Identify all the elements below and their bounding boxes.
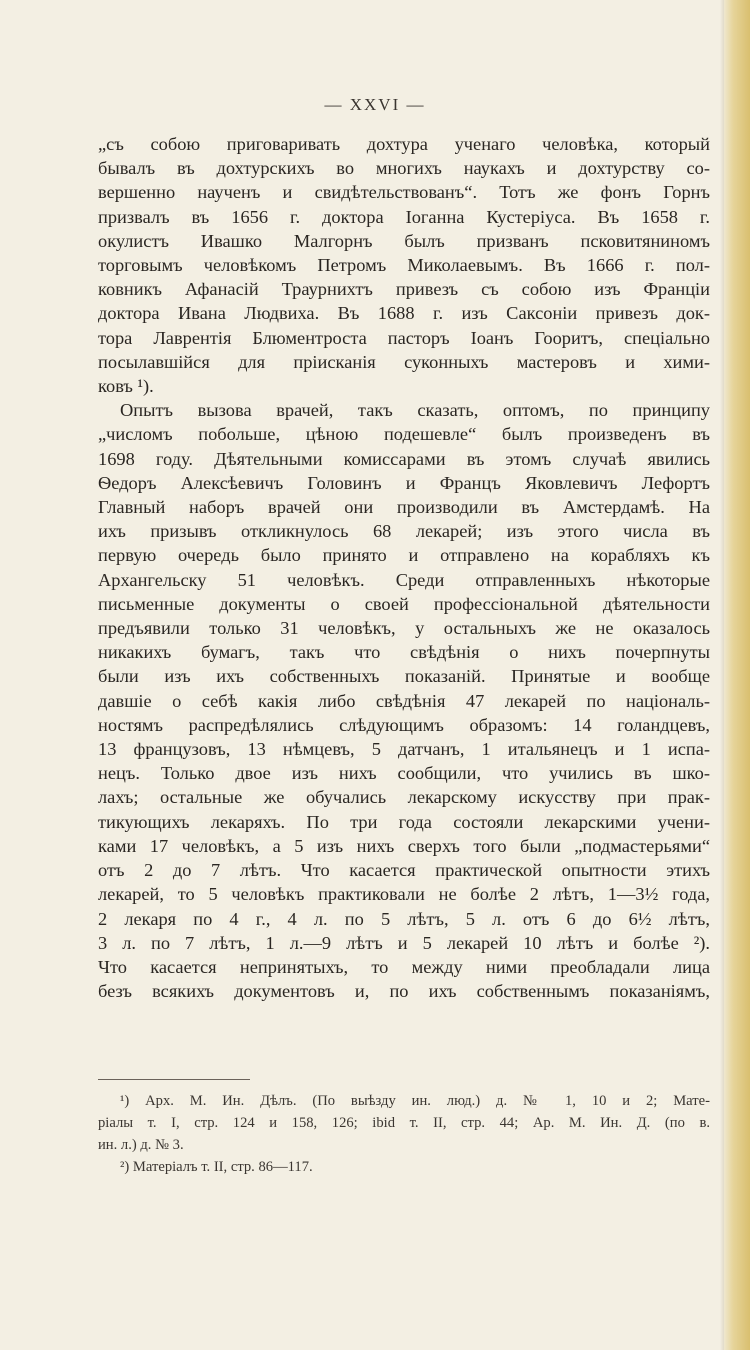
text-line: вершенно наученъ и свидѣтельствованъ“. Тотъ же фонъ Горнъ [98,182,710,203]
footnote-line: ин. л.) д. № 3. [98,1137,184,1153]
text-line: нецъ. Только двое изъ нихъ сообщили, что учились въ шко- [98,763,710,784]
footnote [98,1156,710,1178]
footnote-line: ріалы т. I, стр. 124 и 158, 126; ibid т. II, стр. 44; Ар. М. Ин. Д. (по в. [98,1115,710,1131]
text-line: 2 лекаря по 4 г., 4 л. по 5 лѣтъ, 5 л. отъ 6 до 6½ лѣтъ, [98,908,710,929]
text-line: посылавшійся для пріисканія суконныхъ мастеровъ и хими- [98,351,710,372]
text-line: ковъ ¹). [98,376,154,397]
text-line: Опытъ вызова врачей, такъ сказать, оптомъ, по принципу [120,400,710,421]
text-line: Что касается непринятыхъ, то между ними преобладали лица [98,956,710,977]
text-line: тикующихъ лекаряхъ. По три года состояли лекарскими учени- [98,811,710,832]
text-line: Ѳедоръ Алексѣевичъ Головинъ и Францъ Яковлевичъ Лефортъ [98,472,710,493]
text-line: 13 французовъ, 13 нѣмцевъ, 5 датчанъ, 1 итальянецъ и 1 испа- [98,739,710,760]
page-header: — XXVI — [324,95,426,114]
text-line: ностямъ распредѣлялись слѣдующимъ образомъ: 14 голандцевъ, [98,714,710,735]
text-line: „числомъ побольше, цѣною подешевле“ былъ произведенъ въ [98,424,710,445]
footnote [98,1090,710,1156]
footnote-divider [98,1079,250,1080]
paragraph [98,132,710,398]
text-line: торговымъ человѣкомъ Петромъ Миколаевымъ. Въ 1666 г. пол- [98,255,710,276]
text-line: письменные документы о своей профессіональной дѣятельности [98,593,710,614]
text-line: ихъ призывъ откликнулось 68 лекарей; изъ этого числа въ [98,521,710,542]
text-line: были изъ ихъ собственныхъ показаній. Принятые и вообще [98,666,710,687]
footnotes [98,1090,710,1178]
text-line: доктора Ивана Людвиха. Въ 1688 г. изъ Саксоніи привезъ док- [98,303,710,324]
text-line: ками 17 человѣкъ, а 5 изъ нихъ сверхъ того были „подмастерьями“ [98,835,710,856]
text-line: Главный наборъ врачей они производили въ Амстердамѣ. На [98,497,710,518]
page-edge [724,0,750,1350]
text-line: ковникъ Афанасій Траурнихтъ привезъ съ собою изъ Франціи [98,279,710,300]
text-line: лекарей, то 5 человѣкъ практиковали не болѣе 2 лѣтъ, 1—3½ года, [98,884,710,905]
text-line: 3 л. по 7 лѣтъ, 1 л.—9 лѣтъ и 5 лекарей 10 лѣтъ и болѣе ²). [98,932,710,953]
text-line: бывалъ въ дохтурскихъ во многихъ наукахъ и дохтурству со- [98,158,710,179]
text-line: 1698 году. Дѣятельными комиссарами въ этомъ случаѣ явились [98,448,710,469]
text-line: „съ собою приговаривать дохтура ученаго человѣка, который [98,134,710,154]
text-line: лахъ; остальные же обучались лекарскому искусству при прак- [98,787,710,808]
text-line: первую очередь было принято и отправлено на корабляхъ къ [98,545,710,566]
body-text [98,132,710,1003]
text-line: никакихъ бумагъ, такъ что свѣдѣнія о нихъ почерпнуты [98,642,710,663]
text-line: тора Лаврентія Блюментроста пасторъ Іоанъ Гооритъ, спеціально [98,327,710,348]
paragraph [98,398,710,1003]
footnote-line: ²) Матеріалъ т. II, стр. 86—117. [120,1159,313,1175]
text-line: Архангельску 51 человѣкъ. Среди отправленныхъ нѣкоторые [98,569,710,590]
footnote-line: ¹) Арх. М. Ин. Дѣлъ. (По выѣзду ин. люд.) д. № 1, 10 и 2; Мате- [120,1093,710,1109]
text-line: отъ 2 до 7 лѣтъ. Что касается практической опытности этихъ [98,860,710,881]
text-line: призвалъ въ 1656 г. доктора Іоганна Кустеріуса. Въ 1658 г. [98,206,710,227]
text-line: безъ всякихъ документовъ и, по ихъ собственнымъ показаніямъ, [98,981,710,1002]
text-line: предъявили только 31 человѣкъ, у остальныхъ же не оказалось [98,618,710,639]
text-line: окулистъ Ивашко Малгорнъ былъ призванъ псковитяниномъ [98,230,710,251]
text-line: давшіе о себѣ какія либо свѣдѣнія 47 лекарей по національ- [98,690,710,711]
